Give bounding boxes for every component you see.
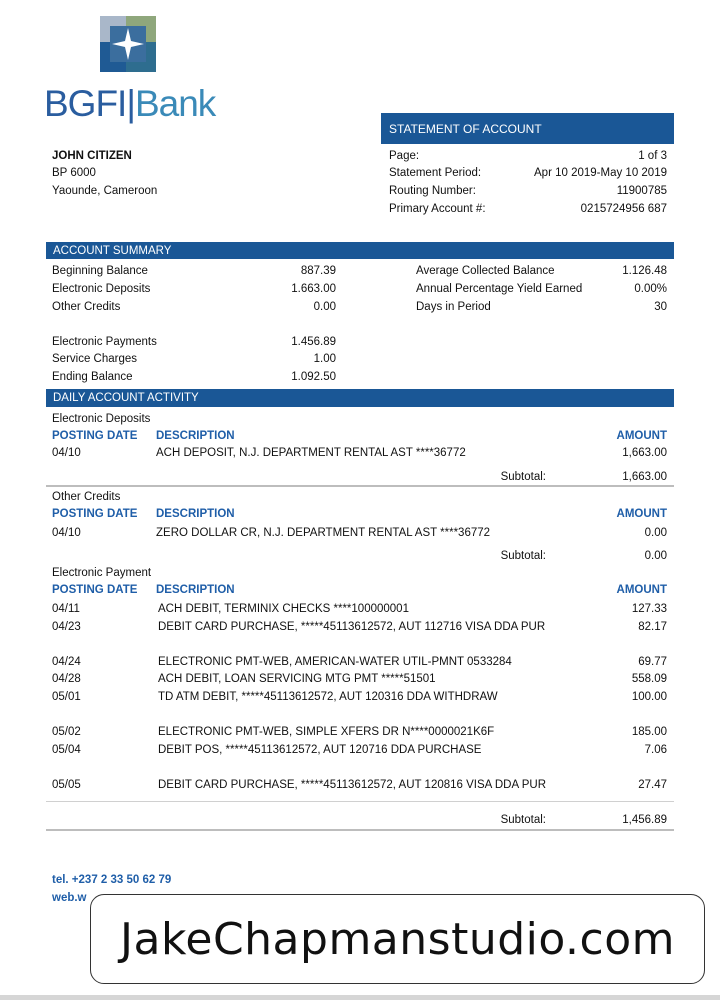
row-date: 04/11: [52, 603, 80, 615]
daily-activity-title: DAILY ACCOUNT ACTIVITY: [53, 392, 199, 404]
bank-name-part2: Bank: [134, 83, 216, 124]
row-amount: 0.00: [644, 527, 667, 539]
summary-value: 1.00: [313, 353, 336, 365]
row-date: 04/28: [52, 673, 81, 685]
section-title: Electronic Deposits: [52, 413, 151, 425]
info-label: Statement Period:: [389, 167, 482, 179]
row-amount: 185.00: [631, 726, 667, 738]
col-description: DESCRIPTION: [156, 508, 235, 520]
account-summary-title: ACCOUNT SUMMARY: [53, 244, 172, 257]
section-divider: [46, 829, 674, 831]
row-amount: 1,663.00: [622, 447, 667, 459]
info-value: 0215724956 687: [580, 203, 667, 215]
col-amount: AMOUNT: [616, 584, 667, 596]
col-amount: AMOUNT: [616, 508, 667, 520]
summary-label: Average Collected Balance: [416, 265, 555, 277]
row-date: 04/23: [52, 621, 81, 633]
row-date: 05/05: [52, 779, 81, 791]
info-label: Primary Account #:: [389, 203, 486, 215]
row-description: ELECTRONIC PMT-WEB, SIMPLE XFERS DR N****0000021K6F: [158, 726, 495, 738]
row-description: TD ATM DEBIT, *****45113612572, AUT 120316 DDA WITHDRAW: [158, 691, 498, 703]
row-date: 04/24: [52, 656, 81, 668]
section-title: Other Credits: [52, 491, 121, 503]
info-value: Apr 10 2019-May 10 2019: [534, 167, 667, 179]
info-label: Page:: [389, 150, 420, 162]
info-label: Routing Number:: [389, 185, 476, 197]
row-description: DEBIT CARD PURCHASE, *****45113612572, AUT 112716 VISA DDA PUR: [158, 621, 546, 633]
col-amount: AMOUNT: [616, 430, 667, 442]
daily-activity-bar: [46, 389, 674, 407]
col-description: DESCRIPTION: [156, 584, 235, 596]
summary-value: 0.00%: [634, 283, 667, 295]
row-amount: 82.17: [638, 621, 667, 633]
row-date: 05/02: [52, 726, 81, 738]
row-date: 04/10: [52, 447, 81, 459]
subtotal-value: 1,663.00: [622, 471, 667, 483]
row-amount: 100.00: [631, 691, 667, 703]
customer-address-line1: BP 6000: [52, 167, 96, 179]
row-description: DEBIT CARD PURCHASE, *****45113612572, AUT 120816 VISA DDA PUR: [158, 779, 547, 791]
row-description: DEBIT POS, *****45113612572, AUT 120716 DDA PURCHASE: [158, 744, 482, 756]
section-divider: [46, 485, 674, 487]
summary-label: Annual Percentage Yield Earned: [416, 283, 583, 295]
bottom-rule: [0, 995, 720, 1000]
footer-telephone: tel. +237 2 33 50 62 79: [52, 874, 172, 886]
subtotal-label: Subtotal:: [500, 814, 546, 826]
statement-header-bar: [381, 113, 674, 144]
row-date: 05/04: [52, 744, 81, 756]
watermark-text: JakeChapmanstudio.com: [120, 913, 675, 965]
account-summary-bar: [46, 242, 674, 259]
summary-label: Electronic Deposits: [52, 283, 151, 295]
summary-label: Days in Period: [416, 301, 491, 313]
customer-address-line2: Yaounde, Cameroon: [52, 185, 158, 197]
footer-web: web.w: [52, 892, 87, 904]
row-description: ACH DEPOSIT, N.J. DEPARTMENT RENTAL AST ****36772: [156, 447, 466, 459]
col-posting-date: POSTING DATE: [52, 584, 138, 596]
summary-label: Electronic Payments: [52, 336, 157, 348]
statement-header-title: STATEMENT OF ACCOUNT: [389, 121, 542, 136]
section-divider: [46, 801, 674, 802]
summary-value: 887.39: [300, 265, 336, 277]
summary-value: 1.663.00: [291, 283, 336, 295]
summary-label: Other Credits: [52, 301, 121, 313]
row-amount: 7.06: [644, 744, 667, 756]
subtotal-value: 0.00: [644, 550, 667, 562]
customer-name: JOHN CITIZEN: [52, 150, 132, 162]
summary-label: Ending Balance: [52, 371, 133, 383]
subtotal-label: Subtotal:: [500, 550, 546, 562]
summary-value: 1.456.89: [291, 336, 336, 348]
row-amount: 69.77: [638, 656, 667, 668]
subtotal-value: 1,456.89: [622, 814, 667, 826]
info-value: 11900785: [616, 185, 667, 197]
summary-value: 30: [654, 301, 667, 313]
section-title: Electronic Payment: [52, 567, 152, 579]
summary-value: 1.092.50: [291, 371, 336, 383]
bank-logo-icon: [100, 16, 156, 72]
info-value: 1 of 3: [638, 150, 667, 162]
col-posting-date: POSTING DATE: [52, 508, 138, 520]
summary-value: 0.00: [313, 301, 336, 313]
summary-label: Beginning Balance: [52, 265, 148, 277]
row-description: ACH DEBIT, LOAN SERVICING MTG PMT *****51501: [158, 673, 436, 685]
col-description: DESCRIPTION: [156, 430, 235, 442]
row-description: ACH DEBIT, TERMINIX CHECKS ****100000001: [158, 603, 409, 615]
row-amount: 27.47: [638, 779, 667, 791]
bank-logo-text: BGFI|Bank: [44, 83, 216, 124]
bank-name-part1: BGFI: [44, 83, 127, 124]
summary-value: 1.126.48: [622, 265, 667, 277]
row-date: 04/10: [52, 527, 81, 539]
row-description: ELECTRONIC PMT-WEB, AMERICAN-WATER UTIL-PMNT 0533284: [158, 656, 512, 668]
row-description: ZERO DOLLAR CR, N.J. DEPARTMENT RENTAL AST ****36772: [156, 527, 491, 539]
row-amount: 558.09: [631, 673, 667, 685]
subtotal-label: Subtotal:: [500, 471, 546, 483]
watermark-box: [90, 894, 705, 984]
row-amount: 127.33: [631, 603, 667, 615]
row-date: 05/01: [52, 691, 81, 703]
col-posting-date: POSTING DATE: [52, 430, 138, 442]
summary-label: Service Charges: [52, 353, 138, 365]
